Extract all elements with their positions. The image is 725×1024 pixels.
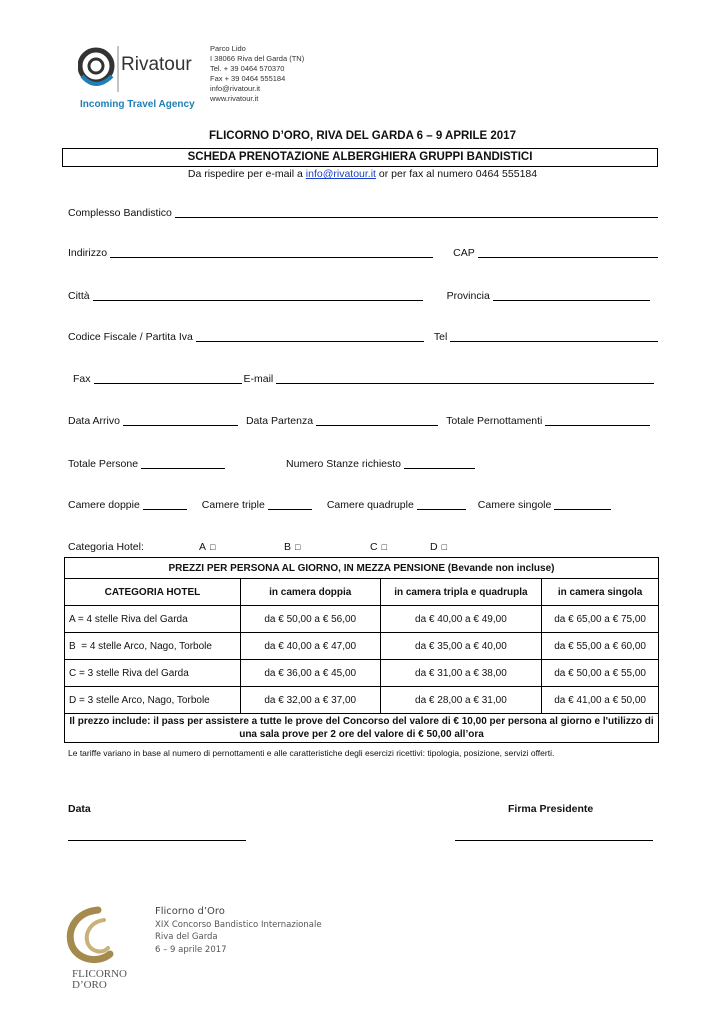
camere-singole-label: Camere singole <box>477 499 552 511</box>
codice-fiscale-field[interactable] <box>196 330 424 342</box>
firma-signature-line[interactable] <box>455 840 653 841</box>
document-subtitle: SCHEDA PRENOTAZIONE ALBERGHIERA GRUPPI BANDISTICI <box>62 148 658 167</box>
footer-line: Flicorno d’Oro <box>155 906 225 917</box>
checkbox-icon[interactable]: □ <box>295 542 301 552</box>
email-label: E-mail <box>243 373 274 385</box>
address-line: www.rivatour.it <box>210 94 259 103</box>
column-header: CATEGORIA HOTEL <box>65 579 241 606</box>
footer-text <box>155 906 322 956</box>
camere-triple-label: Camere triple <box>201 499 265 511</box>
column-header: in camera doppia <box>240 579 380 606</box>
include-line: Il prezzo include: il pass per assistere a tutte le prove del Concorso del valore di € 10,00 per persona al giorno e l'utilizzo di <box>69 716 654 727</box>
camere-quadruple-label: Camere quadruple <box>326 499 414 511</box>
categoria-option-d[interactable] <box>430 541 447 553</box>
categoria-letter: C <box>370 541 378 553</box>
numero-stanze-field[interactable] <box>404 457 475 469</box>
checkbox-icon[interactable]: □ <box>441 542 448 552</box>
footer-line: 6 – 9 aprile 2017 <box>155 944 227 955</box>
brand-name: Rivatour <box>121 54 192 75</box>
complesso-label: Complesso Bandistico <box>68 207 172 219</box>
row-complesso <box>68 203 658 219</box>
categoria-option-b[interactable] <box>284 541 370 553</box>
row-codice-fiscale <box>68 327 658 343</box>
table-cell: B = 4 stelle Arco, Nago, Torbole <box>65 633 241 660</box>
table-cell: D = 3 stelle Arco, Nago, Torbole <box>65 687 241 714</box>
price-table <box>64 557 659 743</box>
camere-doppie-field[interactable] <box>143 498 187 510</box>
categoria-letter: D <box>430 541 438 553</box>
price-table-caption-row <box>65 558 659 579</box>
brand-tagline: Incoming Travel Agency <box>80 99 195 110</box>
firma-label: Firma Presidente <box>508 803 594 815</box>
table-cell: da € 31,00 a € 38,00 <box>380 660 542 687</box>
table-cell: C = 3 stelle Riva del Garda <box>65 660 241 687</box>
address-line: Fax + 39 0464 555184 <box>210 74 286 83</box>
table-cell: da € 55,00 a € 60,00 <box>542 633 659 660</box>
table-cell: da € 28,00 a € 31,00 <box>380 687 542 714</box>
row-camere <box>68 495 658 511</box>
address-line: info@rivatour.it <box>210 84 261 93</box>
price-table-header <box>65 579 659 606</box>
checkbox-icon[interactable]: □ <box>381 542 388 552</box>
email-field[interactable] <box>276 372 654 384</box>
table-row <box>65 606 659 633</box>
table-cell: A = 4 stelle Riva del Garda <box>65 606 241 633</box>
row-persone <box>68 454 658 470</box>
table-cell: da € 35,00 a € 40,00 <box>380 633 542 660</box>
table-cell: da € 40,00 a € 47,00 <box>240 633 380 660</box>
row-fax-email <box>73 369 654 385</box>
row-citta <box>68 286 658 302</box>
codice-fiscale-label: Codice Fiscale / Partita Iva <box>68 331 193 343</box>
row-indirizzo <box>68 243 658 259</box>
camere-triple-field[interactable] <box>268 498 312 510</box>
complesso-field[interactable] <box>175 206 658 218</box>
table-cell: da € 32,00 a € 37,00 <box>240 687 380 714</box>
logo-lettering: D’ORO <box>72 979 107 991</box>
data-label: Data <box>68 803 91 815</box>
table-row <box>65 633 659 660</box>
indirizzo-field[interactable] <box>110 246 433 258</box>
categoria-option-c[interactable] <box>370 541 430 553</box>
tel-field[interactable] <box>450 330 658 342</box>
camere-quadruple-field[interactable] <box>417 498 466 510</box>
totale-pernottamenti-field[interactable] <box>545 414 650 426</box>
column-header: in camera singola <box>542 579 659 606</box>
checkbox-icon[interactable]: □ <box>210 542 216 552</box>
camere-doppie-label: Camere doppie <box>68 499 140 511</box>
row-date <box>68 411 658 427</box>
table-cell: da € 41,00 a € 50,00 <box>542 687 659 714</box>
agency-address <box>210 44 304 104</box>
table-row <box>65 687 659 714</box>
price-table-caption: PREZZI PER PERSONA AL GIORNO, IN MEZZA PENSIONE (Bevande non incluse) <box>65 558 659 579</box>
table-cell: da € 50,00 a € 55,00 <box>542 660 659 687</box>
table-cell: da € 65,00 a € 75,00 <box>542 606 659 633</box>
totale-persone-label: Totale Persone <box>68 458 139 470</box>
camere-singole-field[interactable] <box>554 498 611 510</box>
citta-label: Città <box>68 290 90 302</box>
email-link[interactable]: info@rivatour.it <box>305 168 376 180</box>
table-cell: da € 50,00 a € 56,00 <box>240 606 380 633</box>
categoria-letter: A <box>199 541 207 553</box>
categoria-letter: B <box>284 541 292 553</box>
flicorno-logo-icon <box>60 902 142 992</box>
document-title: FLICORNO D’ORO, RIVA DEL GARDA 6 – 9 APRILE 2017 <box>209 130 516 142</box>
send-suffix: or per fax al numero 0464 555184 <box>375 168 538 180</box>
data-signature-line[interactable] <box>68 840 246 841</box>
numero-stanze-label: Numero Stanze richiesto <box>286 458 402 470</box>
footer-line: XIX Concorso Bandistico Internazionale <box>155 919 322 930</box>
cap-label: CAP <box>453 247 475 259</box>
logo-lettering: FLICORNO <box>72 968 128 980</box>
column-header: in camera tripla e quadrupla <box>380 579 542 606</box>
data-partenza-field[interactable] <box>316 414 438 426</box>
indirizzo-label: Indirizzo <box>68 247 108 259</box>
provincia-label: Provincia <box>446 290 490 302</box>
flicorno-logo <box>60 902 142 992</box>
citta-field[interactable] <box>93 289 423 301</box>
table-cell: da € 40,00 a € 49,00 <box>380 606 542 633</box>
address-line: Parco Lido <box>210 44 246 53</box>
send-prefix: Da rispedire per e-mail a <box>187 168 306 180</box>
send-instructions <box>0 168 725 180</box>
totale-persone-field[interactable] <box>141 457 225 469</box>
provincia-field[interactable] <box>493 289 650 301</box>
tel-label: Tel <box>433 331 448 343</box>
data-arrivo-label: Data Arrivo <box>68 415 120 427</box>
categoria-option-a[interactable] <box>199 541 284 553</box>
fax-field[interactable] <box>94 372 242 384</box>
price-include-row <box>65 714 659 743</box>
totale-pernottamenti-label: Totale Pernottamenti <box>446 415 543 427</box>
fax-label: Fax <box>73 373 91 385</box>
include-line: una sala prove per 2 ore del valore di € 50,00 all’ora <box>239 729 484 740</box>
table-cell: da € 36,00 a € 45,00 <box>240 660 380 687</box>
table-row <box>65 660 659 687</box>
price-include-note <box>65 714 659 743</box>
row-categoria <box>68 537 658 553</box>
cap-field[interactable] <box>478 246 658 258</box>
address-line: I 38066 Riva del Garda (TN) <box>210 54 305 63</box>
data-arrivo-field[interactable] <box>123 414 238 426</box>
address-line: Tel. + 39 0464 570370 <box>210 64 285 73</box>
tariff-note: Le tariffe variano in base al numero di pernottamenti e alle caratteristiche degli esercizi ricettivi: tipologia, posizione, servizi offerti. <box>68 748 555 758</box>
rivatour-logo-icon <box>78 42 122 98</box>
footer-line: Riva del Garda <box>155 932 218 942</box>
data-partenza-label: Data Partenza <box>245 415 314 427</box>
categoria-hotel-label: Categoria Hotel: <box>68 541 144 553</box>
